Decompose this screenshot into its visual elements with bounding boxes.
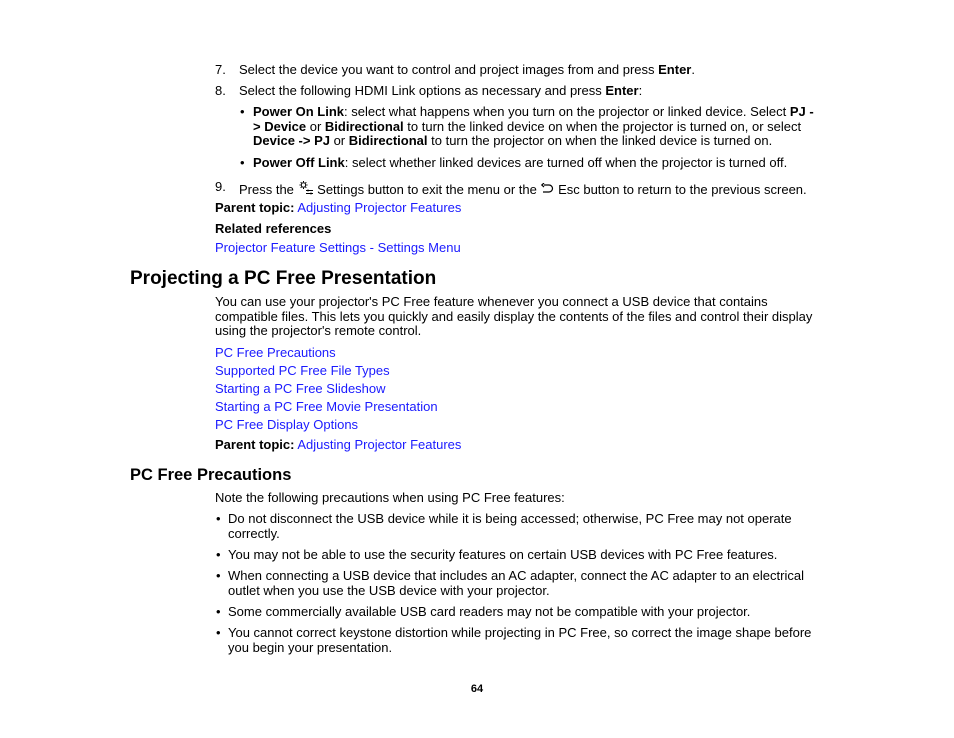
related-references bbox=[215, 222, 461, 255]
list-item-line: you begin your presentation. bbox=[228, 639, 393, 655]
parent-topic bbox=[215, 438, 461, 453]
bullet-dot: • bbox=[240, 104, 245, 119]
section-paragraph bbox=[215, 295, 812, 339]
list-item-line: You cannot correct keystone distortion while projecting in PC Free, so correct the image shape before bbox=[228, 625, 812, 640]
bullet-dot: • bbox=[216, 625, 221, 640]
power-on-link-text bbox=[253, 105, 833, 149]
step-bold: Enter bbox=[605, 83, 639, 98]
text-part: : select what happens when you turn on the projector or linked device. Select bbox=[344, 104, 790, 119]
subtopic-link[interactable]: Starting a PC Free Movie Presentation bbox=[215, 399, 438, 414]
parent-topic-link[interactable]: Adjusting Projector Features bbox=[297, 437, 462, 452]
list-item-line: Some commercially available USB card readers may not be compatible with your projector. bbox=[228, 604, 751, 619]
step-text-part: : bbox=[638, 83, 643, 98]
list-item-text bbox=[228, 626, 811, 655]
subtopic-links bbox=[215, 346, 438, 436]
related-references-label: Related references bbox=[215, 221, 332, 236]
text-part: or bbox=[306, 118, 325, 134]
paragraph-line: compatible files. This lets you quickly and easily display the contents of the files and control their display bbox=[215, 308, 813, 324]
parent-topic-label: Parent topic: bbox=[215, 200, 295, 215]
related-reference-link[interactable]: Projector Feature Settings - Settings Menu bbox=[215, 239, 461, 255]
step-text bbox=[239, 84, 642, 99]
list-item-line: When connecting a USB device that includes an AC adapter, connect the AC adapter to an electrical bbox=[228, 568, 804, 583]
text-bold: > Device bbox=[253, 118, 307, 134]
text-bold: PJ - bbox=[789, 104, 814, 119]
text-part: to turn the linked device on when the projector is turned on, or select bbox=[403, 118, 802, 134]
text-line bbox=[253, 120, 833, 135]
bullet-dot: • bbox=[216, 511, 221, 526]
text-line bbox=[253, 105, 833, 120]
list-item-text bbox=[228, 569, 804, 598]
bullet-dot: • bbox=[240, 155, 245, 170]
list-item-line: You may not be able to use the security features on certain USB devices with PC Free features. bbox=[228, 547, 778, 562]
page-number: 64 bbox=[470, 683, 484, 695]
text-part: or bbox=[329, 133, 349, 148]
step-text-part: Esc button to return to the previous screen. bbox=[554, 182, 807, 197]
subtopic-link[interactable]: Starting a PC Free Slideshow bbox=[215, 381, 386, 396]
paragraph-line: You can use your projector's PC Free feature whenever you connect a USB device that contains bbox=[215, 294, 768, 309]
step-number: 7. bbox=[215, 62, 226, 77]
list-item-text bbox=[228, 605, 750, 620]
esc-icon bbox=[540, 183, 554, 200]
step-text-part: Select the following HDMI Link options as necessary and press bbox=[239, 83, 606, 98]
list-item-line: correctly. bbox=[228, 525, 280, 541]
text-bold: Bidirectional bbox=[324, 118, 404, 134]
power-off-link-text bbox=[253, 156, 787, 171]
subtopic-link[interactable]: PC Free Precautions bbox=[215, 345, 336, 360]
step-bold: Enter bbox=[658, 62, 692, 77]
text-part: : select whether linked devices are turned off when the projector is turned off. bbox=[344, 155, 788, 170]
bullet-dot: • bbox=[216, 547, 221, 562]
list-item-text bbox=[228, 548, 777, 563]
step-text-part: Press the bbox=[239, 182, 298, 197]
text-bold: Bidirectional bbox=[348, 133, 428, 148]
bullet-dot: • bbox=[216, 604, 221, 619]
text-bold: Device -> PJ bbox=[253, 133, 330, 148]
settings-icon bbox=[298, 180, 314, 200]
step-number: 9. bbox=[215, 179, 226, 194]
step-text-part: Select the device you want to control and project images from and press bbox=[239, 62, 659, 77]
step-text-part: . bbox=[691, 62, 695, 77]
parent-topic-link[interactable]: Adjusting Projector Features bbox=[297, 200, 462, 215]
step-text bbox=[239, 180, 807, 200]
subtopic-link[interactable]: PC Free Display Options bbox=[215, 417, 359, 432]
section-heading: Projecting a PC Free Presentation bbox=[130, 268, 437, 289]
bullet-dot: • bbox=[216, 568, 221, 583]
paragraph-line: using the projector's remote control. bbox=[215, 323, 422, 338]
list-item-line: outlet when you use the USB device with your projector. bbox=[228, 582, 550, 598]
list-item-line: Do not disconnect the USB device while it is being accessed; otherwise, PC Free may not operate bbox=[228, 511, 792, 526]
subtopic-link[interactable]: Supported PC Free File Types bbox=[215, 363, 390, 378]
step-text bbox=[239, 63, 695, 78]
parent-topic-label: Parent topic: bbox=[215, 437, 295, 452]
list-item-text bbox=[228, 512, 792, 541]
text-line bbox=[253, 134, 833, 149]
text-part: to turn the projector on when the linked device is turned on. bbox=[427, 133, 773, 148]
option-label: Power On Link bbox=[253, 104, 345, 119]
subsection-intro: Note the following precautions when using PC Free features: bbox=[215, 490, 565, 505]
option-label: Power Off Link bbox=[253, 155, 345, 170]
step-text-part: Settings button to exit the menu or the bbox=[313, 182, 541, 197]
subsection-heading: PC Free Precautions bbox=[130, 466, 292, 484]
parent-topic bbox=[215, 201, 461, 216]
step-number: 8. bbox=[215, 83, 226, 98]
